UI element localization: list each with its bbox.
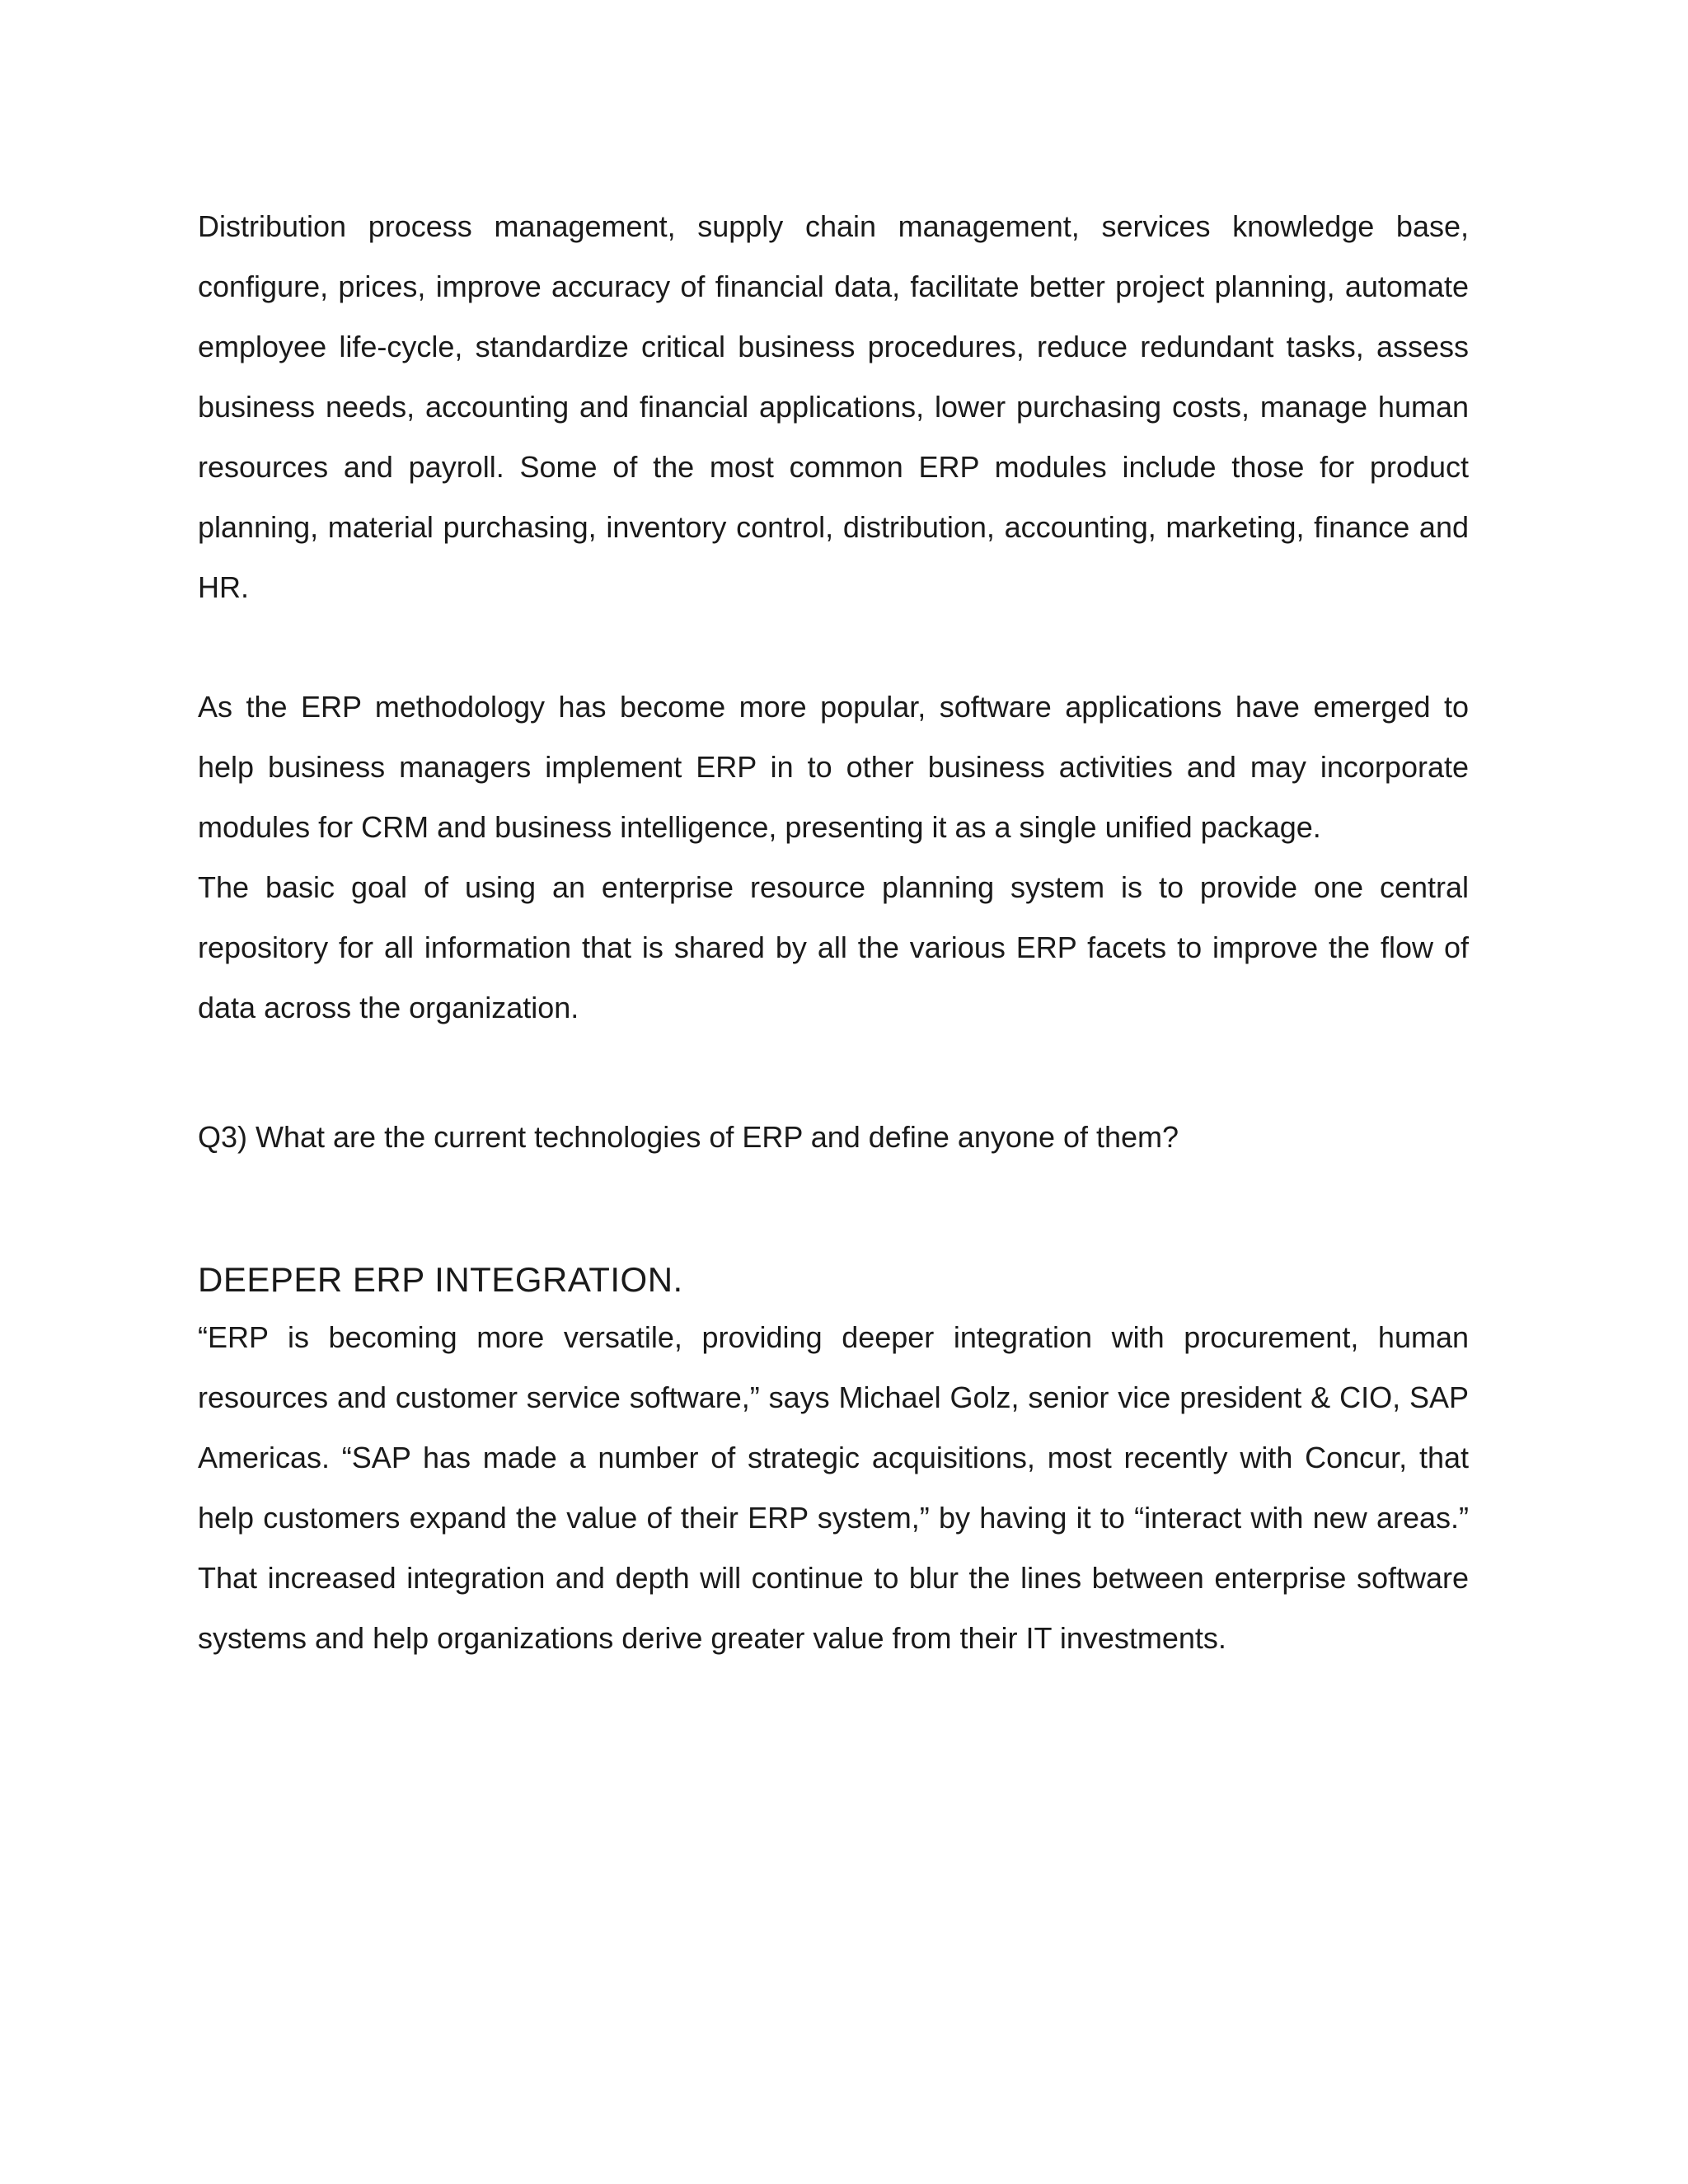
erp-methodology-paragraph: As the ERP methodology has become more popular, software applications have emerged to help business managers implement ERP in to other business activities and may incorporate modules for CRM and business intelligence, presenting it as a single unified package.	[198, 690, 1469, 844]
section-heading: DEEPER ERP INTEGRATION.	[198, 1260, 683, 1299]
erp-modules-paragraph: Distribution process management, supply chain management, services knowledge base, configure, prices, improve accuracy of financial data, facilitate better project planning, automate employee life-cycle, standardize critical business procedures, reduce redundant tasks, assess business needs, accounting and financial applications, lower purchasing costs, manage human resources and payroll. Some of the most common ERP modules include those for product planning, material purchasing, inventory control, distribution, accounting, marketing, finance and HR.	[198, 209, 1469, 604]
document-body	[198, 196, 1469, 1668]
erp-goal-paragraph: The basic goal of using an enterprise resource planning system is to provide one central repository for all information that is shared by all the various ERP facets to improve the flow of data across the organization.	[198, 870, 1469, 1024]
question-q3: Q3) What are the current technologies of ERP and define anyone of them?	[198, 1120, 1179, 1154]
deeper-integration-paragraph: “ERP is becoming more versatile, providing deeper integration with procurement, human resources and customer service software,” says Michael Golz, senior vice president & CIO, SAP Americas. “SAP has made a number of strategic acquisitions, most recently with Concur, that help customers expand the value of their ERP system,” by having it to “interact with new areas.” That increased integration and depth will continue to blur the lines between enterprise software systems and help organizations derive greater value from their IT investments.	[198, 1320, 1469, 1655]
